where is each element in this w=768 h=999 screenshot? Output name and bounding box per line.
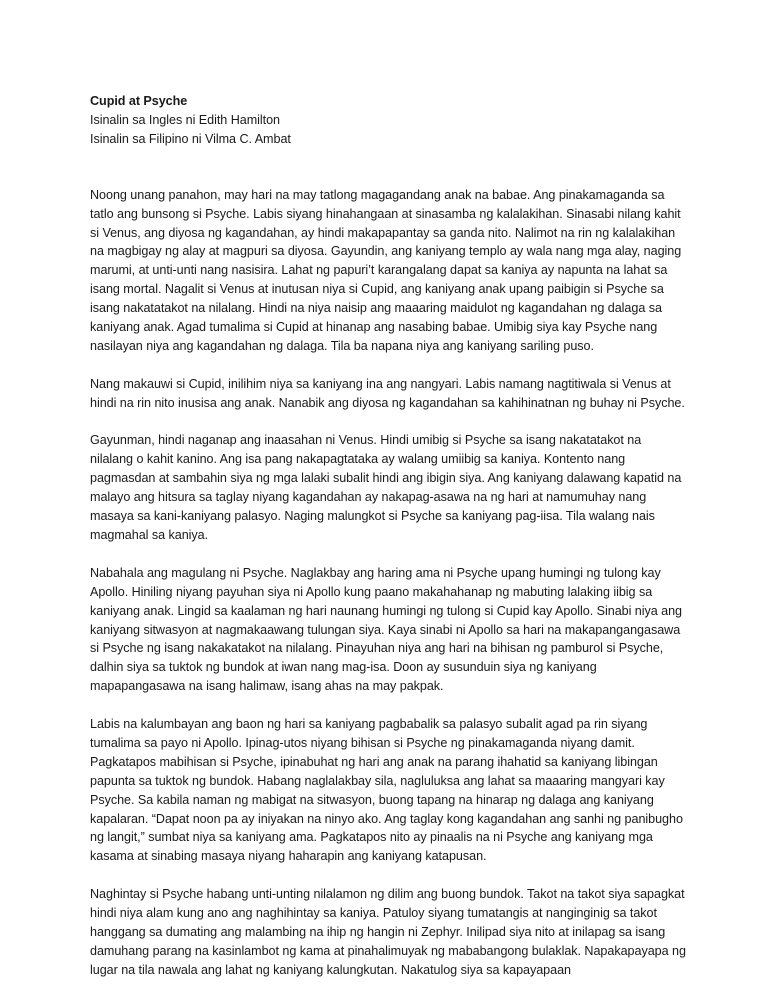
paragraph-2: Nang makauwi si Cupid, inilihim niya sa kaniyang ina ang nangyari. Labis namang nagtitiwala si Venus at hindi na rin nito inusisa ang anak. Nanabik ang diyosa ng kagandahan sa kahihinatnan ng buhay ni Psyche. [90,376,685,410]
paragraph-6: Naghintay si Psyche habang unti-unting nilalamon ng dilim ang buong bundok. Takot na takot siya sapagkat hindi niya alam kung ano ang naghihintay sa kaniya. Patuloy siyang tumatangis at nanginginig sa takot hanggang sa dumating ang malambing na ihip ng hangin ni Zephyr. Inilipad siya nito at inilapag sa isang damuhang parang na kasinlambot ng kama at pinahalimuyak ng mababangong bulaklak. Napakapayapa ng lugar na tila nawala ang lahat ng kaniyang kalungkutan. Nakatulog siya sa kapayapaan [90,887,686,977]
story-title: Cupid at Psyche [90,94,188,108]
paragraph-5: Labis na kalumbayan ang baon ng hari sa kaniyang pagbabalik sa palasyo subalit agad pa rin siyang tumalima sa payo ni Apollo. Ipinag-utos niyang bihisan si Psyche ng pinakamaganda niyang damit. Pagkatapos mabihisan si Psyche, ipinabuhat ng hari ang anak na parang ihahatid sa kaniyang libingan papunta sa tuktok ng bundok. Habang naglalakbay sila, nagluluksa ang lahat sa maaaring mangyari kay Psyche. Sa kabila naman ng mabigat na sitwasyon, buong tapang na hinarap ng dalaga ang kaniyang kapalaran. “Dapat noon pa ay iniyakan na ninyo ako. Ang taglay kong kagandahan ang sanhi ng panibugho ng langit,” sumbat niya sa kaniyang ama. Pagkatapos nito ay pinaalis na ni Psyche ang kaniyang mga kasama at sinabing masaya niyang haharapin ang kaniyang katapusan. [90,717,683,864]
document-body [90,92,687,999]
paragraph-4: Nabahala ang magulang ni Psyche. Naglakbay ang haring ama ni Psyche upang humingi ng tulong kay Apollo. Hiniling niyang payuhan siya ni Apollo kung paano makahahanap ng mabuting lalaking iibig sa kaniyang anak. Lingid sa kaalaman ng hari naunang humingi ng tulong si Cupid kay Apollo. Sinabi niya ang kaniyang sitwasyon at nagmakaawang tulungan siya. Kaya sinabi ni Apollo sa hari na makapangangasawa si Psyche ng isang nakakatakot na nilalang. Pinayuhan niya ang hari na bihisan ng pamburol si Psyche, dalhin siya sa tuktok ng bundok at iwan nang mag-isa. Doon ay susunduin siya ng kaniyang mapapangasawa na isang halimaw, isang ahas na may pakpak. [90,565,683,694]
paragraph-1: Noong unang panahon, may hari na may tatlong magagandang anak na babae. Ang pinakamaganda sa tatlo ang bunsong si Psyche. Labis siyang hinahangaan at sinasamba ng kalalakihan. Sinasabi nilang kahit si Venus, ang diyosa ng kagandahan, ay hindi makapapantay sa ganda nito. Nalimot na rin ng kalalakihan na magbigay ng alay at magpuri sa diyosa. Gayundin, ang kaniyang templo ay wala nang mga alay, naging marumi, at unti-unti nang nasisira. Lahat ng papuri’t karangalang dapat sa kaniya ay napunta na lahat sa isang mortal. Nagalit si Venus at inutusan niya si Cupid, ang kaniyang anak upang paibigin si Psyche sa isang nakatatakot na nilalang. Hindi na niya naisip ang maaaring maidulot ng kagandahan ng dalaga sa kaniyang anak. Agad tumalima si Cupid at hinanap ang nasabing babae. Umibig siya kay Psyche nang nasilayan niya ang kagandahan ng dalaga. Tila ba napana niya ang kaniyang sariling puso. [90,187,682,353]
filipino-translator-credit: Isinalin sa Filipino ni Vilma C. Ambat [90,131,291,146]
english-translator-credit: Isinalin sa Ingles ni Edith Hamilton [90,112,281,127]
document-header [90,92,687,149]
paragraph-3: Gayunman, hindi naganap ang inaasahan ni Venus. Hindi umibig si Psyche sa isang nakatatakot na nilalang o kahit kanino. Ang isa pang nakapagtataka ay walang umiibig sa kaniya. Kontento nang pagmasdan at sambahin siya ng mga lalaki subalit hindi ang ibigin siya. Ang kaniyang dalawang kapatid na malayo ang hitsura sa taglay niyang kagandahan ay nakapag-asawa na ng hari at namumuhay nang masaya sa kani-kaniyang palasyo. Naging malungkot si Psyche sa kaniyang pag-iisa. Tila walang nais magmahal sa kaniya. [90,433,682,542]
